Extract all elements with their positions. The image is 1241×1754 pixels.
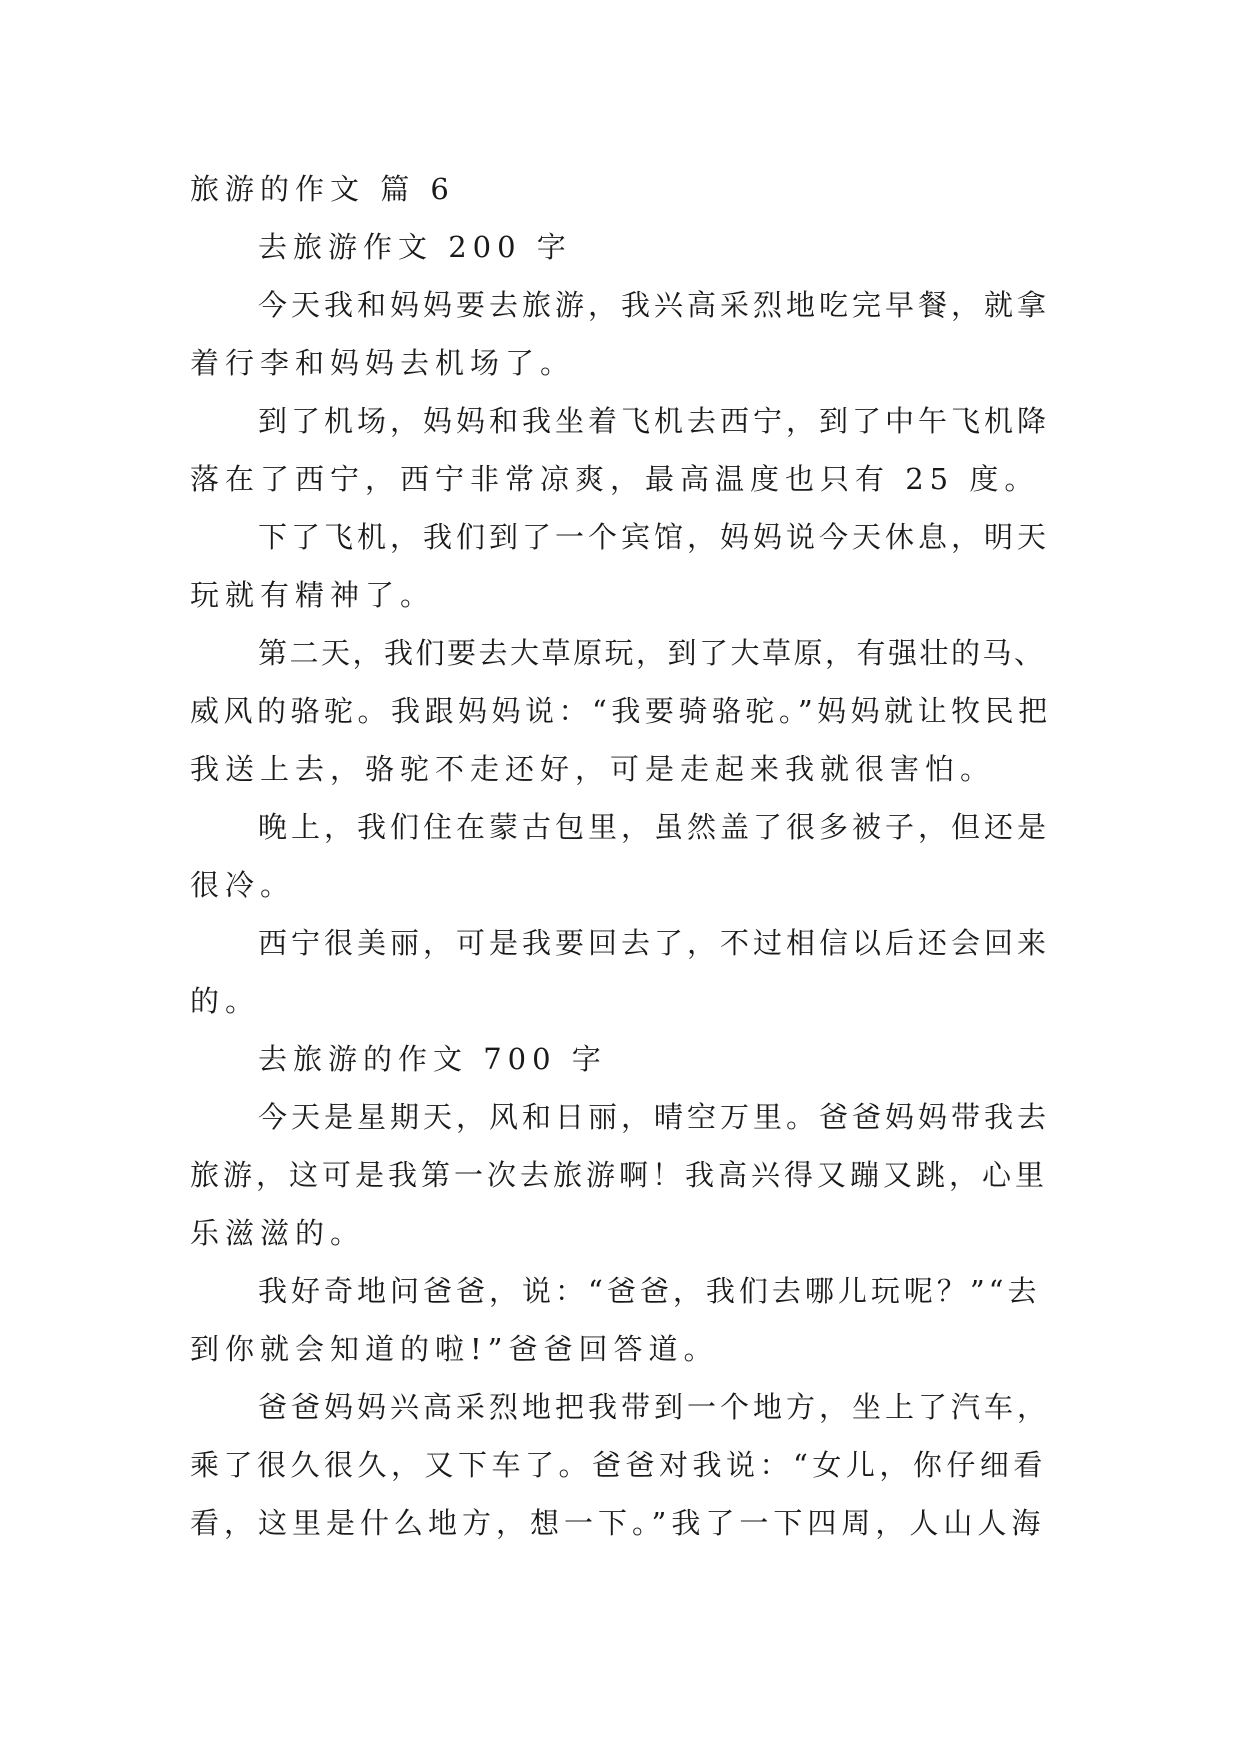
text-line: 的。: [190, 984, 261, 1018]
text-line: 威风的骆驼。我跟妈妈说：“我要骑骆驼。”妈妈就让牧民把: [190, 694, 1052, 728]
text-line: 我好奇地问爸爸，说：“爸爸，我们去哪儿玩呢？”“去: [258, 1274, 1041, 1308]
text-line: 旅游，这可是我第一次去旅游啊！我高兴得又蹦又跳，心里: [190, 1158, 1049, 1192]
text-line: 落在了西宁，西宁非常凉爽，最高温度也只有 25 度。: [190, 462, 1040, 496]
text-line: 到你就会知道的啦!”爸爸回答道。: [190, 1332, 719, 1366]
text-line: 乘了很久很久，又下车了。爸爸对我说：“女儿，你仔细看: [190, 1448, 1047, 1482]
text-line: 玩就有精神了。: [190, 578, 436, 612]
text-line: 着行李和妈妈去机场了。: [190, 346, 576, 380]
text-line: 第二天，我们要去大草原玩，到了大草原，有强壮的马、: [258, 636, 1046, 670]
text-line: 很冷。: [190, 868, 296, 902]
text-line: 到了机场，妈妈和我坐着飞机去西宁，到了中午飞机降: [258, 404, 1051, 438]
text-line: 我送上去，骆驼不走还好，可是走起来我就很害怕。: [190, 752, 996, 786]
text-line: 西宁很美丽，可是我要回去了，不过相信以后还会回来: [258, 926, 1051, 960]
text-line: 下了飞机，我们到了一个宾馆，妈妈说今天休息，明天: [258, 520, 1051, 554]
text-line: 爸爸妈妈兴高采烈地把我带到一个地方，坐上了汽车，: [258, 1390, 1051, 1424]
text-line: 乐滋滋的。: [190, 1216, 366, 1250]
text-line: 今天是星期天，风和日丽，晴空万里。爸爸妈妈带我去: [258, 1100, 1051, 1134]
text-line: 晚上，我们住在蒙古包里，虽然盖了很多被子，但还是: [258, 810, 1051, 844]
text-line: 去旅游的作文 700 字: [258, 1042, 607, 1076]
text-line: 今天我和妈妈要去旅游，我兴高采烈地吃完早餐，就拿: [258, 288, 1051, 322]
text-line: 去旅游作文 200 字: [258, 230, 572, 264]
document-page: [190, 160, 1052, 1552]
document-title: 旅游的作文 篇 6: [190, 172, 455, 206]
text-line: 看，这里是什么地方，想一下。”我了一下四周，人山人海: [190, 1506, 1046, 1540]
